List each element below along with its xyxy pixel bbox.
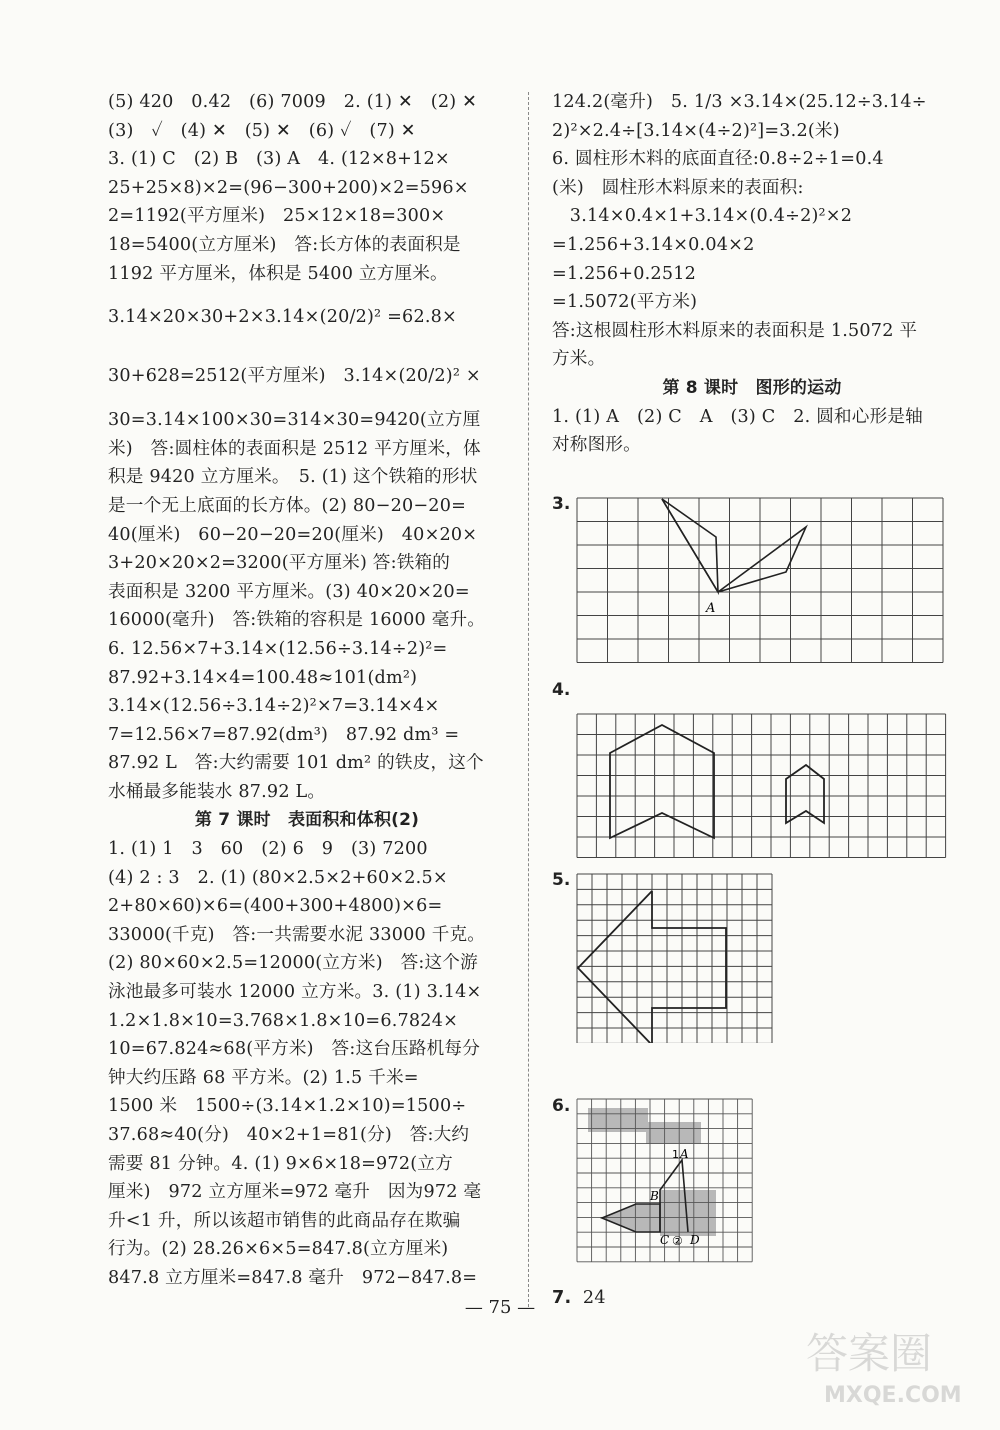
text-line: 是一个无上底面的长方体。(2) 80−20−20= — [108, 495, 467, 516]
text-line: =1.5072(平方米) — [552, 292, 698, 313]
text-line: 16000(毫升) 答:铁箱的容积是 16000 毫升。 — [108, 610, 486, 631]
text-line: 33000(千克) 答:一共需要水泥 33000 千克。 — [108, 924, 486, 945]
q6-mark-2: ② — [672, 1234, 683, 1248]
q6-shaded-b — [646, 1122, 701, 1144]
text-line: 钟大约压路 68 平方米。(2) 1.5 千米= — [108, 1067, 419, 1088]
text-line: 40(厘米) 60−20−20=20(厘米) 40×20× — [108, 524, 478, 545]
text-line: 25+25×8)×2=(96−300+200)×2=596× — [108, 177, 469, 198]
left-column — [108, 88, 506, 1293]
q3-grid-figure — [576, 497, 946, 667]
text-line: 泳池最多可装水 12000 立方米。3. (1) 3.14× — [108, 982, 482, 1003]
section-heading: 第 7 课时 表面积和体积(2) — [194, 810, 420, 831]
text-line: 需要 81 分钟。4. (1) 9×6×18=972(立方 — [108, 1153, 453, 1174]
q4-large-shape — [610, 725, 714, 838]
text-line: (4) 2 : 3 2. (1) (80×2.5×2+60×2.5× — [108, 867, 448, 888]
text-line: 6. 12.56×7+3.14×(12.56÷3.14÷2)²= — [108, 638, 448, 659]
text-line: (2) 80×60×2.5=12000(立方米) 答:这个游 — [108, 953, 478, 974]
text-line: 水桶最多能装水 87.92 L。 — [108, 781, 326, 802]
text-line: 87.92 L 答:大约需要 101 dm² 的铁皮，这个 — [108, 753, 484, 774]
text-line: 表面积是 3200 平方厘米。(3) 40×20×20= — [108, 581, 470, 602]
right-column — [552, 88, 952, 460]
text-line: =1.256+3.14×0.04×2 — [552, 234, 755, 255]
q6-point-d: D — [690, 1233, 700, 1247]
text-line: 87.92+3.14×4=100.48≈101(dm²) — [108, 667, 418, 688]
text-line: 行为。(2) 28.26×6×5=847.8(立方厘米) — [108, 1239, 449, 1260]
column-divider — [528, 92, 529, 1307]
text-line: 米) 答:圆柱体的表面积是 2512 平方厘米，体 — [108, 438, 481, 459]
section-heading: 第 8 课时 图形的运动 — [662, 377, 842, 398]
q5-label: 5. — [552, 870, 571, 890]
text-line: 1. (1) 1 3 60 (2) 6 9 (3) 7200 — [108, 839, 428, 860]
q3-point-a: A — [706, 601, 716, 616]
text-line: 30+628=2512(平方厘米) 3.14×(20/2)² × — [108, 366, 481, 387]
text-line: 对称图形。 — [552, 435, 641, 456]
text-line: 847.8 立方厘米=847.8 毫升 972−847.8= — [108, 1267, 478, 1288]
text-line: 2=1192(平方厘米) 25×12×18=300× — [108, 206, 446, 227]
q6-shaded-d — [602, 1204, 660, 1232]
q6-point-c: C — [660, 1233, 670, 1247]
text-line: 37.68≈40(分) 40×2+1=81(分) 答:大约 — [108, 1125, 470, 1145]
watermark-logo — [786, 1320, 976, 1412]
text-line: 升<1 升，所以该超市销售的此商品存在欺骗 — [108, 1210, 461, 1231]
q6-grid-figure — [576, 1098, 754, 1264]
q6-point-a: A — [680, 1147, 689, 1161]
text-line: (5) 420 0.42 (6) 7009 2. (1) ✕ (2) ✕ — [108, 92, 478, 112]
text-line: 3.14×(12.56÷3.14÷2)²×7=3.14×4× — [108, 696, 440, 717]
q4-label: 4. — [552, 680, 571, 700]
watermark-top: 答案圈 — [806, 1329, 933, 1378]
q5-arrow-shape — [578, 891, 652, 1043]
text-line: 1500 米 1500÷(3.14×1.2×10)=1500÷ — [108, 1096, 467, 1117]
text-line: 2)²×2.4÷[3.14×(4÷2)²]=3.2(米) — [552, 120, 840, 141]
q5-grid-figure — [576, 873, 776, 1043]
text-line: (米) 圆柱形木料原来的表面积: — [552, 177, 804, 198]
q6-label: 6. — [552, 1096, 571, 1116]
text-line: 124.2(毫升) 5. 1/3 ×3.14×(25.12÷3.14÷ — [552, 92, 927, 112]
text-line: =1.256+0.2512 — [552, 263, 697, 284]
text-line: (3) ✓ (4) ✕ (5) ✕ (6) ✓ (7) ✕ — [108, 120, 416, 141]
q3-rotated-shape — [718, 527, 806, 592]
text-line: 1.2×1.8×10=3.768×1.8×10=6.7824× — [108, 1010, 459, 1031]
q6-mark-1: 1 — [672, 1148, 679, 1161]
text-line: 答:这根圆柱形木料原来的表面积是 1.5072 平 — [552, 320, 918, 341]
q3-label: 3. — [552, 494, 571, 514]
text-line: 6. 圆柱形木料的底面直径:0.8÷2÷1=0.4 — [552, 149, 884, 170]
text-line: 2+80×60)×6=(400+300+4800)×6= — [108, 896, 443, 917]
text-line: 方米。 — [552, 349, 606, 370]
text-line: 积是 9420 立方厘米。 5. (1) 这个铁箱的形状 — [108, 467, 478, 488]
text-line: 3.14×0.4×1+3.14×(0.4÷2)²×2 — [552, 206, 853, 227]
q7-answer: 7. 24 — [552, 1288, 606, 1308]
text-line: 30=3.14×100×30=314×30=9420(立方厘 — [108, 410, 481, 431]
text-line: 厘米) 972 立方厘米=972 毫升 因为972 毫 — [108, 1182, 482, 1203]
page-number: — 75 — — [464, 1297, 536, 1318]
q6-point-b: B — [650, 1189, 659, 1203]
text-line: 3+20×20×2=3200(平方厘米) 答:铁箱的 — [108, 553, 451, 574]
q4-grid-figure — [576, 713, 948, 858]
text-line: 3.14×20×30+2×3.14×(20/2)² =62.8× — [108, 307, 457, 328]
text-line: 10=67.824≈68(平方米) 答:这台压路机每分 — [108, 1039, 481, 1060]
text-line: 3. (1) C (2) B (3) A 4. (12×8+12× — [108, 149, 450, 170]
text-line: 7=12.56×7=87.92(dm³) 87.92 dm³ = — [108, 724, 460, 745]
q4-small-shape — [786, 765, 824, 823]
text-line: 18=5400(立方厘米) 答:长方体的表面积是 — [108, 234, 461, 255]
text-line: 1. (1) A (2) C A (3) C 2. 圆和心形是轴 — [552, 406, 923, 427]
watermark-bottom: MXQE.COM — [824, 1383, 962, 1408]
text-line: 1192 平方厘米，体积是 5400 立方厘米。 — [108, 263, 448, 284]
